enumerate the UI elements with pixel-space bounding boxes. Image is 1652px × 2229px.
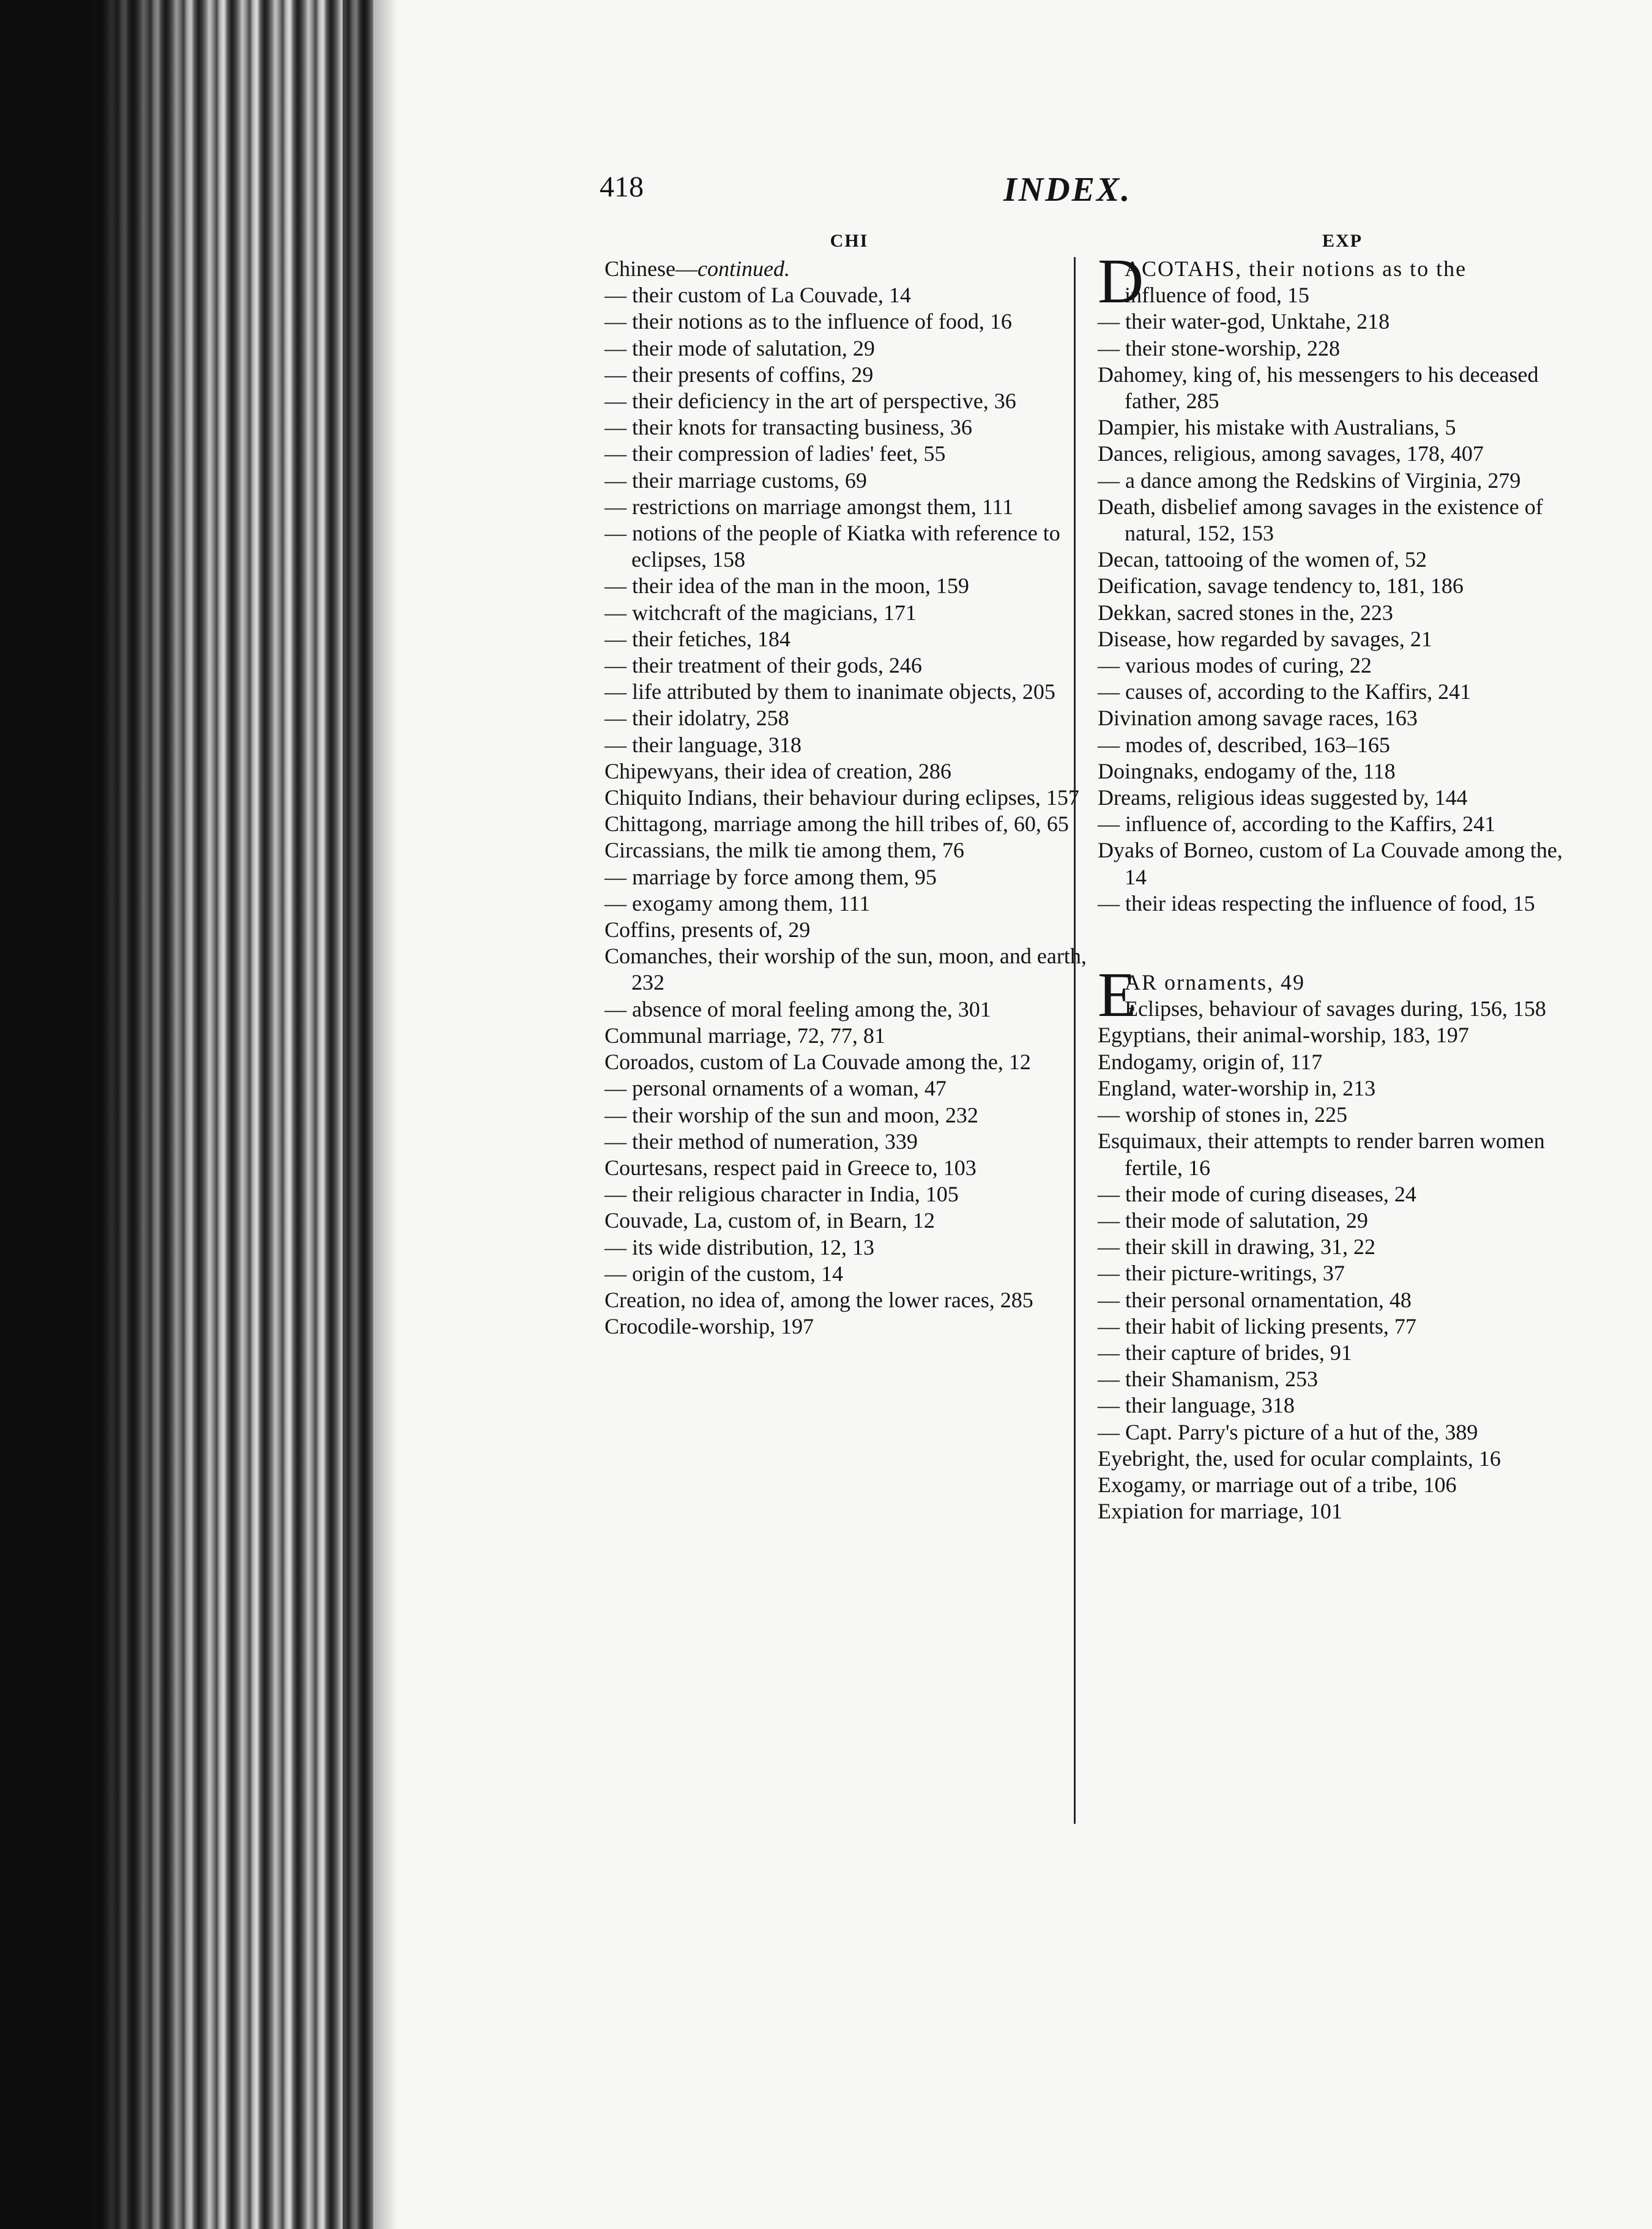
dropcap-d: D bbox=[1098, 246, 1144, 316]
section-e-entries bbox=[1098, 1022, 1587, 1525]
index-entry: — life attributed by them to inanimate objects, 205 bbox=[605, 679, 1055, 704]
index-entry: — their Shamanism, 253 bbox=[1098, 1367, 1318, 1392]
section-d-first-line: ACOTAHS, their notions as to the bbox=[1125, 256, 1467, 281]
index-entry: Chipewyans, their idea of creation, 286 bbox=[605, 758, 951, 783]
index-entry: Dreams, religious ideas suggested by, 144 bbox=[1098, 785, 1468, 810]
index-entry: — their mode of salutation, 29 bbox=[605, 335, 875, 360]
index-entry: — personal ornaments of a woman, 47 bbox=[605, 1076, 947, 1101]
index-entry: Death, disbelief among savages in the existence of natural, 152, 153 bbox=[1098, 494, 1543, 546]
index-entry: Divination among savage races, 163 bbox=[1098, 706, 1418, 731]
index-entry: — their stone-worship, 228 bbox=[1098, 335, 1340, 360]
left-entries bbox=[605, 256, 1094, 1340]
dropcap-e: E bbox=[1098, 960, 1137, 1031]
section-d-continuation: influence of food, 15 bbox=[1125, 283, 1309, 308]
index-entry: — their mode of curing diseases, 24 bbox=[1098, 1181, 1416, 1206]
index-entry: — their idea of the man in the moon, 159 bbox=[605, 573, 969, 599]
index-entry: Disease, how regarded by savages, 21 bbox=[1098, 626, 1432, 651]
index-entry: Dekkan, sacred stones in the, 223 bbox=[1098, 600, 1393, 625]
index-entry: Eyebright, the, used for ocular complaints, 16 bbox=[1098, 1446, 1501, 1471]
page-header bbox=[600, 170, 1132, 225]
index-entry bbox=[605, 256, 1094, 282]
page-gutter bbox=[343, 0, 398, 2229]
index-entry: — restrictions on marriage amongst them, 111 bbox=[605, 494, 1014, 519]
index-entry: Egyptians, their animal-worship, 183, 197 bbox=[1098, 1023, 1469, 1048]
index-entry: — their language, 318 bbox=[1098, 1393, 1295, 1418]
section-d-entries bbox=[1098, 308, 1587, 917]
scan-shadow bbox=[0, 0, 202, 2229]
index-entry: — their ideas respecting the influence of food, 15 bbox=[1098, 890, 1535, 916]
index-entry: — its wide distribution, 12, 13 bbox=[605, 1234, 874, 1260]
section-d-first-entry bbox=[1098, 246, 1587, 316]
index-entry: Crocodile-worship, 197 bbox=[605, 1314, 814, 1339]
index-entry: — their idolatry, 258 bbox=[605, 706, 789, 731]
index-entry: Coffins, presents of, 29 bbox=[605, 917, 811, 943]
index-entry: Creation, no idea of, among the lower races, 285 bbox=[605, 1287, 1033, 1312]
index-entry: — modes of, described, 163–165 bbox=[1098, 732, 1390, 757]
index-entry: Communal marriage, 72, 77, 81 bbox=[605, 1023, 885, 1048]
index-entry: Deification, savage tendency to, 181, 186 bbox=[1098, 573, 1464, 599]
index-entry: Expiation for marriage, 101 bbox=[1098, 1499, 1342, 1524]
index-entry: — absence of moral feeling among the, 301 bbox=[605, 996, 991, 1021]
index-entry: — notions of the people of Kiatka with reference to eclipses, 158 bbox=[605, 521, 1060, 572]
index-entry: — their picture-writings, 37 bbox=[1098, 1261, 1345, 1286]
entry-heading: Chinese— bbox=[605, 256, 698, 281]
page-number: 418 bbox=[600, 171, 644, 203]
index-entry: — marriage by force among them, 95 bbox=[605, 864, 937, 889]
entry-continued: continued. bbox=[697, 256, 790, 281]
index-entry: Comanches, their worship of the sun, moon, and earth, 232 bbox=[605, 944, 1087, 995]
index-entry: — their marriage customs, 69 bbox=[605, 468, 867, 493]
index-entry: — a dance among the Redskins of Virginia, 279 bbox=[1098, 468, 1521, 493]
right-catchword: EXP bbox=[1322, 231, 1363, 251]
index-entry: — their deficiency in the art of perspective, 36 bbox=[605, 389, 1016, 414]
index-entry: — witchcraft of the magicians, 171 bbox=[605, 600, 917, 625]
index-entry: Decan, tattooing of the women of, 52 bbox=[1098, 547, 1427, 572]
index-entry: — their language, 318 bbox=[605, 732, 802, 757]
index-column-right bbox=[1098, 226, 1587, 1525]
index-entry: Coroados, custom of La Couvade among the, 12 bbox=[605, 1050, 1031, 1075]
index-entry: — their religious character in India, 105 bbox=[605, 1182, 959, 1207]
index-entry: — origin of the custom, 14 bbox=[605, 1261, 843, 1286]
index-entry: Doingnaks, endogamy of the, 118 bbox=[1098, 758, 1396, 783]
section-gap bbox=[1098, 917, 1587, 969]
index-entry: — causes of, according to the Kaffirs, 241 bbox=[1098, 679, 1472, 704]
index-entry: Circassians, the milk tie among them, 76 bbox=[605, 838, 964, 863]
index-entry: — Capt. Parry's picture of a hut of the, 389 bbox=[1098, 1419, 1478, 1444]
index-entry: — worship of stones in, 225 bbox=[1098, 1102, 1347, 1127]
index-entry: — their treatment of their gods, 246 bbox=[605, 653, 922, 678]
index-entry: — their knots for transacting business, 36 bbox=[605, 415, 972, 440]
index-entry: — their custom of La Couvade, 14 bbox=[605, 283, 911, 308]
index-entry: — their water-god, Unktahe, 218 bbox=[1098, 309, 1390, 334]
index-entry: — their personal ornamentation, 48 bbox=[1098, 1287, 1412, 1312]
index-entry: — their presents of coffins, 29 bbox=[605, 362, 874, 387]
section-e-continuation: Eclipses, behaviour of savages during, 156, 158 bbox=[1125, 996, 1546, 1021]
index-entry: Esquimaux, their attempts to render barren women fertile, 16 bbox=[1098, 1129, 1545, 1180]
running-title: INDEX. bbox=[1003, 171, 1132, 209]
index-entry: Exogamy, or marriage out of a tribe, 106 bbox=[1098, 1472, 1457, 1497]
index-entry: — influence of, according to the Kaffirs, 241 bbox=[1098, 812, 1496, 837]
index-entry: Dahomey, king of, his messengers to his deceased father, 285 bbox=[1098, 362, 1539, 414]
section-e-first-entry bbox=[1098, 960, 1587, 1031]
index-entry: Dampier, his mistake with Australians, 5 bbox=[1098, 415, 1456, 440]
index-entry: — their worship of the sun and moon, 232 bbox=[605, 1102, 978, 1127]
left-catchword: CHI bbox=[830, 231, 869, 251]
index-entry: — their capture of brides, 91 bbox=[1098, 1340, 1352, 1365]
index-entry: — their fetiches, 184 bbox=[605, 626, 791, 651]
index-entry: Dyaks of Borneo, custom of La Couvade among the, 14 bbox=[1098, 838, 1563, 889]
index-entry: Endogamy, origin of, 117 bbox=[1098, 1049, 1323, 1074]
index-entry: — their notions as to the influence of food, 16 bbox=[605, 309, 1012, 334]
index-entry: Dances, religious, among savages, 178, 407 bbox=[1098, 441, 1484, 466]
index-entry: England, water-worship in, 213 bbox=[1098, 1075, 1376, 1100]
index-entry: — their habit of licking presents, 77 bbox=[1098, 1313, 1416, 1339]
index-entry: Courtesans, respect paid in Greece to, 103 bbox=[605, 1155, 977, 1180]
index-entry: — exogamy among them, 111 bbox=[605, 890, 871, 916]
index-entry: — their skill in drawing, 31, 22 bbox=[1098, 1234, 1375, 1260]
index-entry: — various modes of curing, 22 bbox=[1098, 653, 1372, 678]
index-entry: Chiquito Indians, their behaviour during eclipses, 157 bbox=[605, 785, 1079, 810]
index-entry: — their mode of salutation, 29 bbox=[1098, 1208, 1368, 1233]
index-entry: Chittagong, marriage among the hill tribes of, 60, 65 bbox=[605, 812, 1069, 837]
index-entry: — their compression of ladies' feet, 55 bbox=[605, 441, 946, 466]
index-entry: — their method of numeration, 339 bbox=[605, 1129, 918, 1154]
section-e-first-line: AR ornaments, 49 bbox=[1125, 970, 1305, 995]
index-column-left bbox=[605, 226, 1094, 1340]
index-entry: Couvade, La, custom of, in Bearn, 12 bbox=[605, 1208, 935, 1233]
